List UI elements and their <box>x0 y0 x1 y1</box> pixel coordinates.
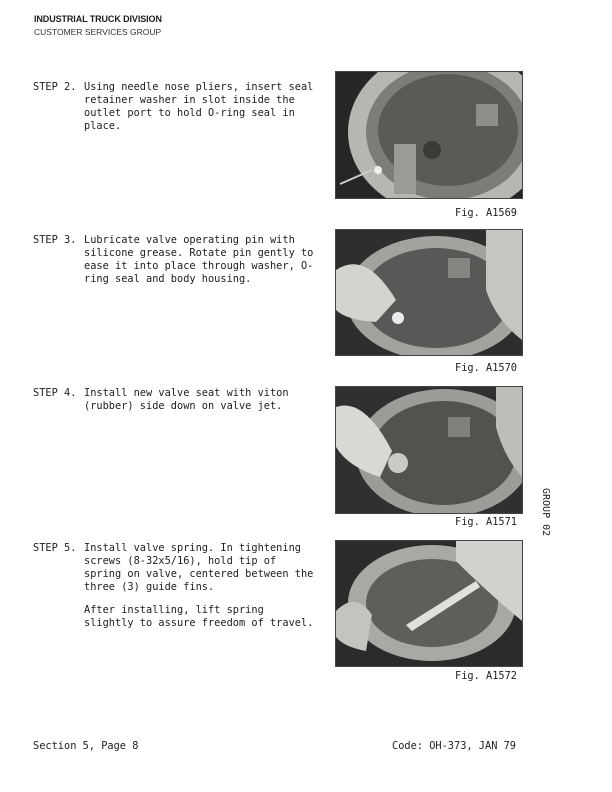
group-side-tab-label: GROUP 02 <box>540 488 551 537</box>
step-5-text <box>84 542 314 640</box>
group-subheading: CUSTOMER SERVICES GROUP <box>34 27 162 37</box>
division-heading: INDUSTRIAL TRUCK DIVISION <box>34 14 162 24</box>
figure-caption-a1572: Fig. A1572 <box>455 670 517 682</box>
step-3-paragraph: Lubricate valve operating pin with silicone grease. Rotate pin gently to ease it into place through washer, O-ring seal and body housing. <box>84 234 314 285</box>
step-2-text <box>84 81 314 143</box>
step-5-paragraph-1: Install valve spring. In tightening screws (8-32x5/16), hold tip of spring on valve, centered between the three (3) guide fins. <box>84 542 314 593</box>
step-4-label: STEP 4. <box>33 387 77 399</box>
photo-fig-a1570 <box>335 229 523 356</box>
step-3-label: STEP 3. <box>33 234 77 246</box>
step-4-text <box>84 387 314 423</box>
group-side-tab <box>537 488 551 548</box>
step-2-paragraph: Using needle nose pliers, insert seal retainer washer in slot inside the outlet port to hold O-ring seal in place. <box>84 81 314 132</box>
step-5-paragraph-2: After installing, lift spring slightly to assure freedom of travel. <box>84 604 314 629</box>
step-3-text <box>84 234 314 296</box>
figure-caption-a1571: Fig. A1571 <box>455 516 517 528</box>
photo-fig-a1572 <box>335 540 523 667</box>
footer-section-page: Section 5, Page 8 <box>33 740 139 752</box>
photo-fig-a1569 <box>335 71 523 199</box>
footer-code: Code: OH-373, JAN 79 <box>392 740 516 752</box>
figure-caption-a1569: Fig. A1569 <box>455 207 517 219</box>
figure-caption-a1570: Fig. A1570 <box>455 362 517 374</box>
step-4-paragraph: Install new valve seat with viton (rubber) side down on valve jet. <box>84 387 289 412</box>
photo-fig-a1571 <box>335 386 523 514</box>
step-2-label: STEP 2. <box>33 81 77 93</box>
step-5-label: STEP 5. <box>33 542 77 554</box>
